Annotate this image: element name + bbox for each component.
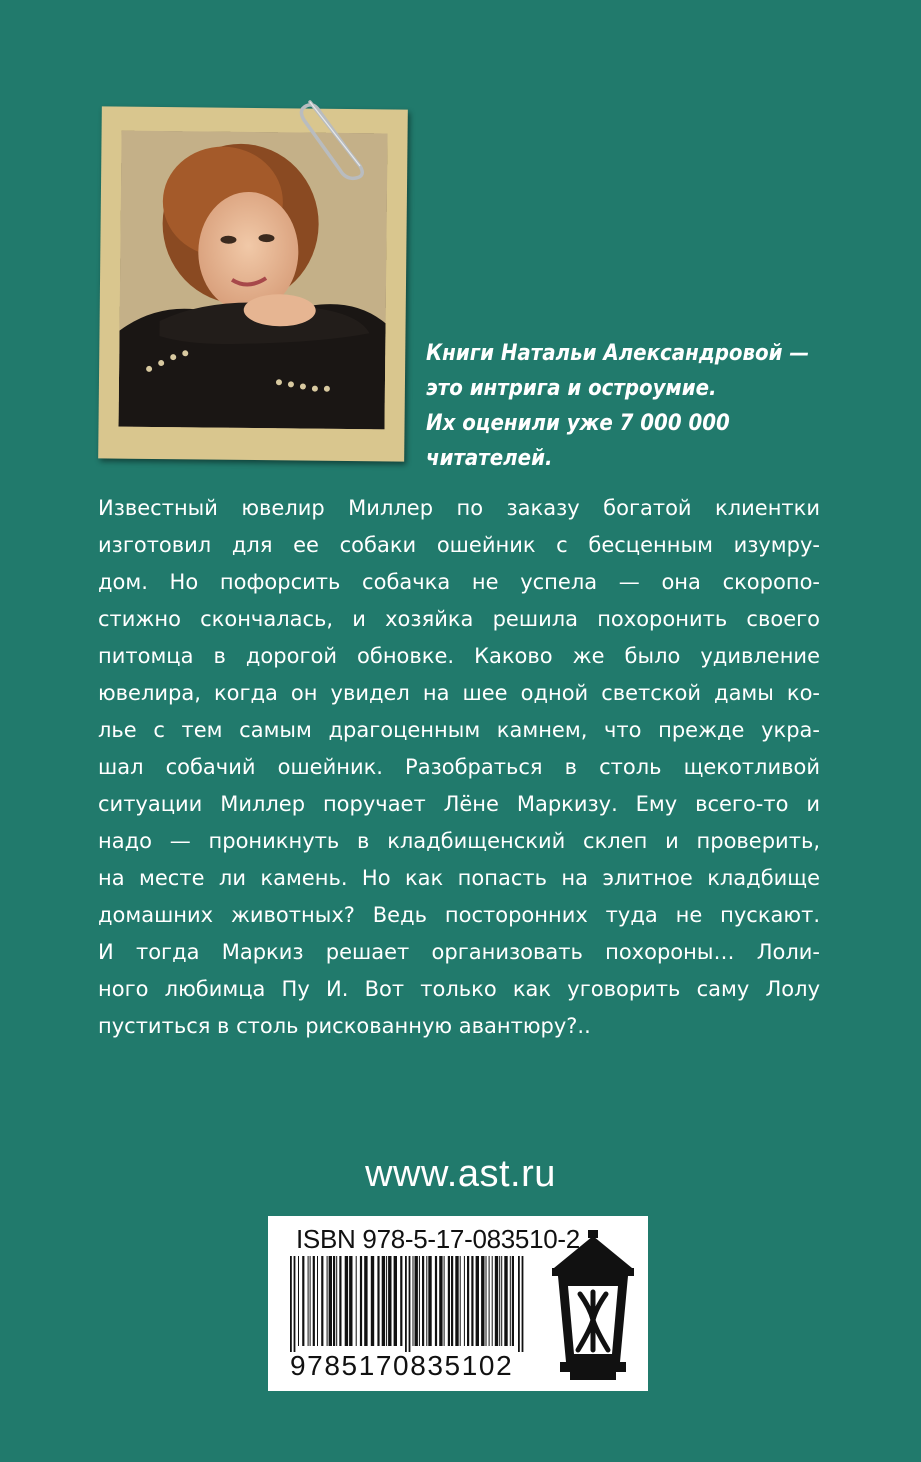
- barcode-bar: [495, 1256, 498, 1346]
- barcode-bar: [329, 1256, 332, 1346]
- paperclip-icon: [296, 92, 376, 182]
- barcode-bar: [349, 1256, 352, 1346]
- barcode-bar: [360, 1256, 362, 1346]
- barcode-bar: [451, 1256, 453, 1346]
- barcode-bar: [489, 1256, 490, 1346]
- barcode-bar: [356, 1256, 357, 1346]
- barcode-bar: [386, 1256, 387, 1346]
- author-blurb: [426, 336, 846, 476]
- barcode-bar: [504, 1256, 507, 1346]
- barcode-guard-bar: [409, 1256, 411, 1352]
- description-line: на месте ли камень. Но как попасть на элитное кладбище: [98, 866, 820, 890]
- barcode-bar: [435, 1256, 437, 1346]
- description-line: домашних животных? Ведь посторонних туда не пускают.: [98, 903, 820, 927]
- description-line: питомца в дорогой обновке. Каково же было удивление: [98, 644, 820, 668]
- barcode-bar: [371, 1256, 374, 1346]
- blurb-line: Книги Натальи Александровой —: [426, 341, 810, 366]
- barcode-bar: [313, 1256, 315, 1346]
- barcode-bar: [486, 1256, 487, 1346]
- barcode-bar: [455, 1256, 458, 1346]
- barcode-bar: [439, 1256, 442, 1346]
- lantern-logo-icon: [550, 1230, 636, 1380]
- barcode-bar: [394, 1256, 397, 1346]
- barcode-bar: [415, 1256, 418, 1346]
- barcode-bar: [471, 1256, 473, 1346]
- description-line: пуститься в столь рискованную авантюру?..: [98, 1014, 591, 1038]
- barcode-bar: [364, 1256, 367, 1346]
- description-line: дом. Но пофорсить собачка не успела — она скоропо-: [98, 570, 820, 594]
- barcode-bar: [413, 1256, 414, 1346]
- description-line: ситуации Миллер поручает Лёне Маркизу. Ему всего-то и: [98, 792, 820, 816]
- barcode-guard-bar: [405, 1256, 407, 1352]
- blurb-line: читателей.: [426, 446, 553, 471]
- barcode-bar: [510, 1256, 511, 1346]
- barcode-bar: [336, 1256, 337, 1346]
- barcode-bar: [317, 1256, 318, 1346]
- barcode-bar: [444, 1256, 445, 1346]
- barcode-bar: [448, 1256, 450, 1346]
- barcode-bar: [464, 1256, 465, 1346]
- barcode-bar: [333, 1256, 335, 1346]
- barcode-digits: 9785170835102: [290, 1350, 514, 1381]
- blurb-line: это интрига и остроумие.: [426, 376, 717, 401]
- description-line: стижно скончалась, и хозяйка решила похоронить своего: [98, 607, 820, 631]
- barcode-bar: [467, 1256, 469, 1346]
- barcode-bar: [321, 1256, 323, 1346]
- barcode-bar: [492, 1256, 493, 1346]
- description-line: лье с тем самым драгоценным камнем, что прежде укра-: [98, 718, 820, 742]
- barcode-bar: [512, 1256, 514, 1346]
- description-line: надо — проникнуть в кладбищенский склеп и проверить,: [98, 829, 820, 853]
- barcode-bar: [388, 1256, 391, 1346]
- barcode-panel: [268, 1216, 648, 1391]
- barcode-bar: [308, 1256, 309, 1346]
- description-line: ного любимца Пу И. Вот только как уговорить саму Лолу: [98, 977, 820, 1001]
- description-line: ювелира, когда он увидел на шее одной светской дамы ко-: [98, 681, 820, 705]
- book-description: [98, 490, 820, 1045]
- barcode-bar: [327, 1256, 328, 1346]
- blurb-line: Их оценили уже 7 000 000: [426, 411, 730, 436]
- description-line: И тогда Маркиз решает организовать похороны… Лоли-: [98, 940, 820, 964]
- isbn-label: ISBN 978-5-17-083510-2: [296, 1224, 580, 1254]
- barcode-bar: [422, 1256, 424, 1346]
- barcode-bar: [310, 1256, 311, 1346]
- barcode-bar: [382, 1256, 385, 1346]
- barcode-bar: [460, 1256, 461, 1346]
- barcode-bar: [302, 1256, 304, 1346]
- description-line: изготовил для ее собаки ошейник с бесценным изумру-: [98, 533, 820, 557]
- barcode-guard-bar: [518, 1256, 520, 1352]
- barcode-bar: [339, 1256, 341, 1346]
- barcode-bar: [400, 1256, 402, 1346]
- barcode-bar: [419, 1256, 420, 1346]
- barcode-bar: [426, 1256, 427, 1346]
- barcode-guard-bar: [522, 1256, 524, 1352]
- barcode-bar: [476, 1256, 479, 1346]
- barcode-guard-bar: [294, 1256, 296, 1352]
- barcode-bar: [481, 1256, 484, 1346]
- description-line: шал собачий ошейник. Разобраться в столь щекотливой: [98, 755, 820, 779]
- barcode-bar: [298, 1256, 299, 1346]
- barcode-guard-bar: [290, 1256, 292, 1352]
- barcode-bar: [501, 1256, 502, 1346]
- barcode-bar: [428, 1256, 431, 1346]
- barcode-bar: [499, 1256, 500, 1346]
- publisher-website[interactable]: www.ast.ru: [365, 1153, 556, 1195]
- barcode-icon: [290, 1256, 524, 1352]
- barcode-bar: [345, 1256, 348, 1346]
- description-line: Известный ювелир Миллер по заказу богатой клиентки: [98, 496, 820, 520]
- barcode-bar: [377, 1256, 379, 1346]
